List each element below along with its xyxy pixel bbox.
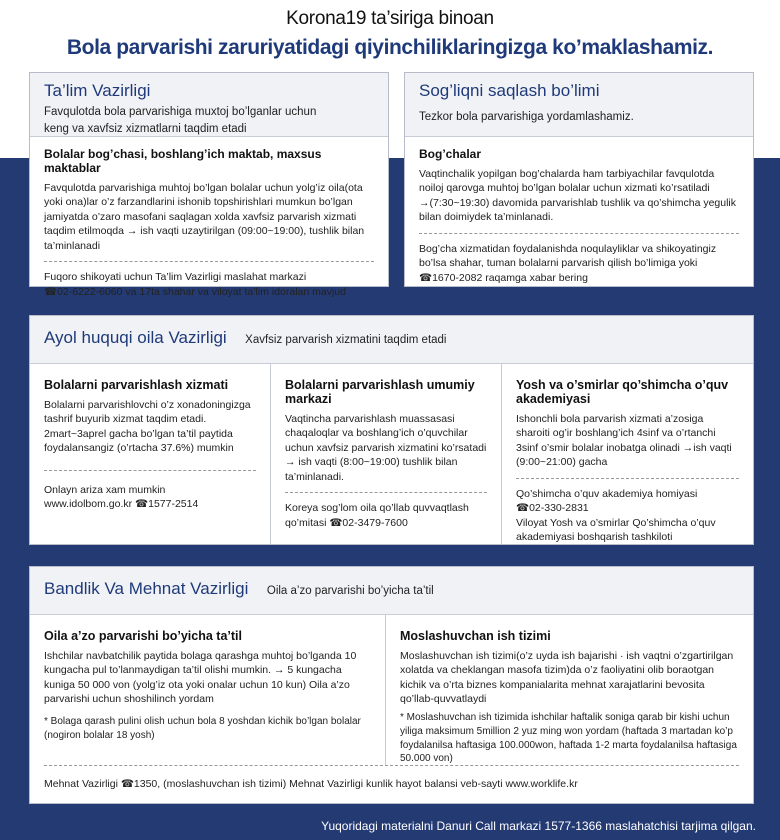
ayol-col3-contact-3: Viloyat Yosh va o’smirlar Qo’shimcha o’quv akademiyasi boshqarish tashkiloti [516,516,716,544]
ayol-col1-body: Bolalarni parvarishlovchi o’z xonadoningizga tashrif buyurib xizmat taqdim etadi. 2mart~3aprel gacha bo’lgan ta’til paytida foydalansangiz (o’rtacha 37.6%) mumkin [44,399,251,455]
sogliq-section-title: Bog’chalar [419,147,482,161]
bandlik-footer-text: Mehnat Vazirligi ☎1350, (moslashuvchan ish tizimi) Mehnat Vazirligi kunlik hayot balansi veb-sayti www.worklife.kr [44,778,578,790]
sogliq-body-text: Vaqtinchalik yopilgan bog’chalarda ham tarbiyachilar favqulotda noiloj qarovga muhtoj bo’lgan bolalar uchun xizmati ko’rsatiladi →(7:30~19:30) davomida parvarishlab tushlik va qo’shimcha yegulik bilan doimiydek ta’minlanadi. [419,168,737,224]
ayol-columns [30,364,753,544]
footer-bar [0,812,780,840]
sogliq-note: Bog’cha xizmatidan foydalanishda noqulayliklar va shikoyatingiz bo’lsa shahar, tuman bolalarni parvarish qilish bo’limiga yoki ☎1670-2082 raqamga xabar bering [419,242,717,284]
card-ayol-header [30,316,753,364]
ayol-col-1 [30,364,270,544]
footer-note: Yuqoridagi materialni Danuri Call markazi 1577-1366 maslahatchisi tarjima qilgan. [321,819,756,833]
bandlik-col-1 [30,615,385,765]
card-bandlik-title: Bandlik Va Mehnat Vazirligi [44,579,249,598]
talim-contact-1: Fuqoro shikoyati uchun Ta’lim Vazirligi maslahat markazi [44,271,307,284]
card-talim-subtitle: Favqulotda bola parvarishiga muxtoj bo’lganlar uchun keng va xavfsiz xizmatlarni taqdim etadi [44,106,317,135]
card-talim-header [30,73,388,137]
bandlik-col2-body: Moslashuvchan ish tizimi(o’z uyda ish bajarishi · ish vaqtni o’zgartirilgan xolatda va cheklangan masofa tizim)da o’z faoliyatini olib boraotgan kichik va o’rta biznes kompanialarita mehnat xarajatlarini bevosita qo’llab-quvvatlaydi [400,650,734,706]
header-line-2: Bola parvarishi zaruriyatidagi qiyinchiliklaringizga ko’maklashamiz. [66,36,714,59]
card-sogliq-subtitle: Tezkor bola parvarishiga yordamlashamiz. [419,111,634,123]
bandlik-col1-note: * Bolaga qarash pulini olish uchun bola 8 yoshdan kichik bo’lgan bolalar (nogiron bolalar 18 yosh) [44,715,361,741]
ayol-col3-title: Yosh va o’smirlar qo’shimcha o’quv akademiyasi [516,378,729,406]
card-bandlik [29,566,754,804]
card-bandlik-header [30,567,753,615]
card-sogliq-title: Sog’liqni saqlash bo’limi [419,81,600,100]
card-sogliq-body [405,137,753,295]
bandlik-col2-note: * Moslashuvchan ish tizimida ishchilar haftalik soniga qarab bir kishi uchun yiliga maksimum 5million 2 yuz ming won yordam (haftada 3 martadan ko’p foydalanilsa haftasiga 100.000won, haftada 1-2 marta foydalanilsa haftasiga 50.000 von) [400,711,737,765]
card-sogliq-header [405,73,753,137]
card-bandlik-subtitle: Oila a’zo parvarishi bo’yicha ta’til [266,585,434,597]
header-line-1: Korona19 ta’siriga binoan [286,8,494,29]
ayol-col-3 [502,364,753,544]
card-sogliq [404,72,754,287]
ayol-col3-contact-1: Qo’shimcha o’quv akademiya homiyasi [516,487,698,500]
ayol-col2-divider [285,492,487,493]
card-ayol [29,315,754,545]
card-talim-title: Ta’lim Vazirligi [44,81,151,100]
talim-divider [44,261,374,262]
card-ayol-title: Ayol huquqi oila Vazirligi [44,328,227,347]
ayol-col1-title: Bolalarni parvarishlash xizmati [44,378,229,392]
ayol-col2-title: Bolalarni parvarishlash umumiy markazi [285,378,475,406]
ayol-col1-contact-2: www.idolbom.go.kr ☎1577-2514 [44,498,199,511]
sogliq-divider [419,233,739,234]
talim-section-title: Bolalar bog’chasi, boshlang’ich maktab, maxsus maktablar [44,147,322,175]
bandlik-col1-body: Ishchilar navbatchilik paytida bolaga qarashga muhtoj bo’lganda 10 kungacha pul to’lanmaydigan ta’til olishi mumkin. → 5 kungacha kuniga 50 000 von (yolg’iz ota yoki onalar uchun 10 kun) Oila a’zo parvarishi uchun shoshilinch yordam [44,650,357,706]
bandlik-footer-divider [44,765,739,766]
bandlik-columns [30,615,753,765]
ayol-col3-body: Ishonchli bola parvarish xizmati a’zosiga sharoiti og’ir boshlang’ich 4sinf va o’rtanchi 3sinf o’smir bolalar inobatga olinadi →ish vaqti (9:00~21:00) gacha [516,413,732,469]
ayol-col3-divider [516,478,739,479]
card-ayol-subtitle: Xavfsiz parvarish xizmatini taqdim etadi [245,334,447,346]
bandlik-col1-title: Oila a’zo parvarishi bo’yicha ta’til [44,629,242,643]
ayol-col1-contact-1: Onlayn ariza xam mumkin [44,483,166,496]
ayol-col-2 [271,364,501,544]
ayol-col1-divider [44,470,256,471]
bandlik-col2-title: Moslashuvchan ish tizimi [400,629,551,643]
ayol-col2-body: Vaqtincha parvarishlash muassasasi chaqaloqlar va boshlang’ich o’quvchilar uchun xavfsiz parvarish xizmatini ko’rsatadi → ish vaqti (8:00~19:00) tushlik bilan ta’minlanadi. [285,413,487,483]
talim-contact-2: ☎02-6222-6060 va 17ta shahar va viloyat ta’lim idoralari mavjud [44,285,346,298]
ayol-col3-contact-2: ☎02-330-2831 [516,502,589,515]
bandlik-col-2 [386,615,753,765]
ayol-col2-contact-1: Koreya sog’lom oila qo’llab quvvaqtlash qo’mitasi ☎02-3479-7600 [285,502,469,529]
talim-body-text: Favqulotda parvarishiga muhtoj bo’lgan bolalar uchun yolg’iz oila(ota yoki ona)lar o’z farzandlarini ishonib topshirishlari mumkun bo’lgan jamiyatda o’zaro masofani saqlagan xolda xavfsiz parvarish xizmati taqdim etilmoqda → ish vaqti uzaytirilgan (09:00~19:00), tushlik bilan ta’minlanadi [44,182,365,252]
card-talim-body [30,137,388,309]
card-talim [29,72,389,298]
